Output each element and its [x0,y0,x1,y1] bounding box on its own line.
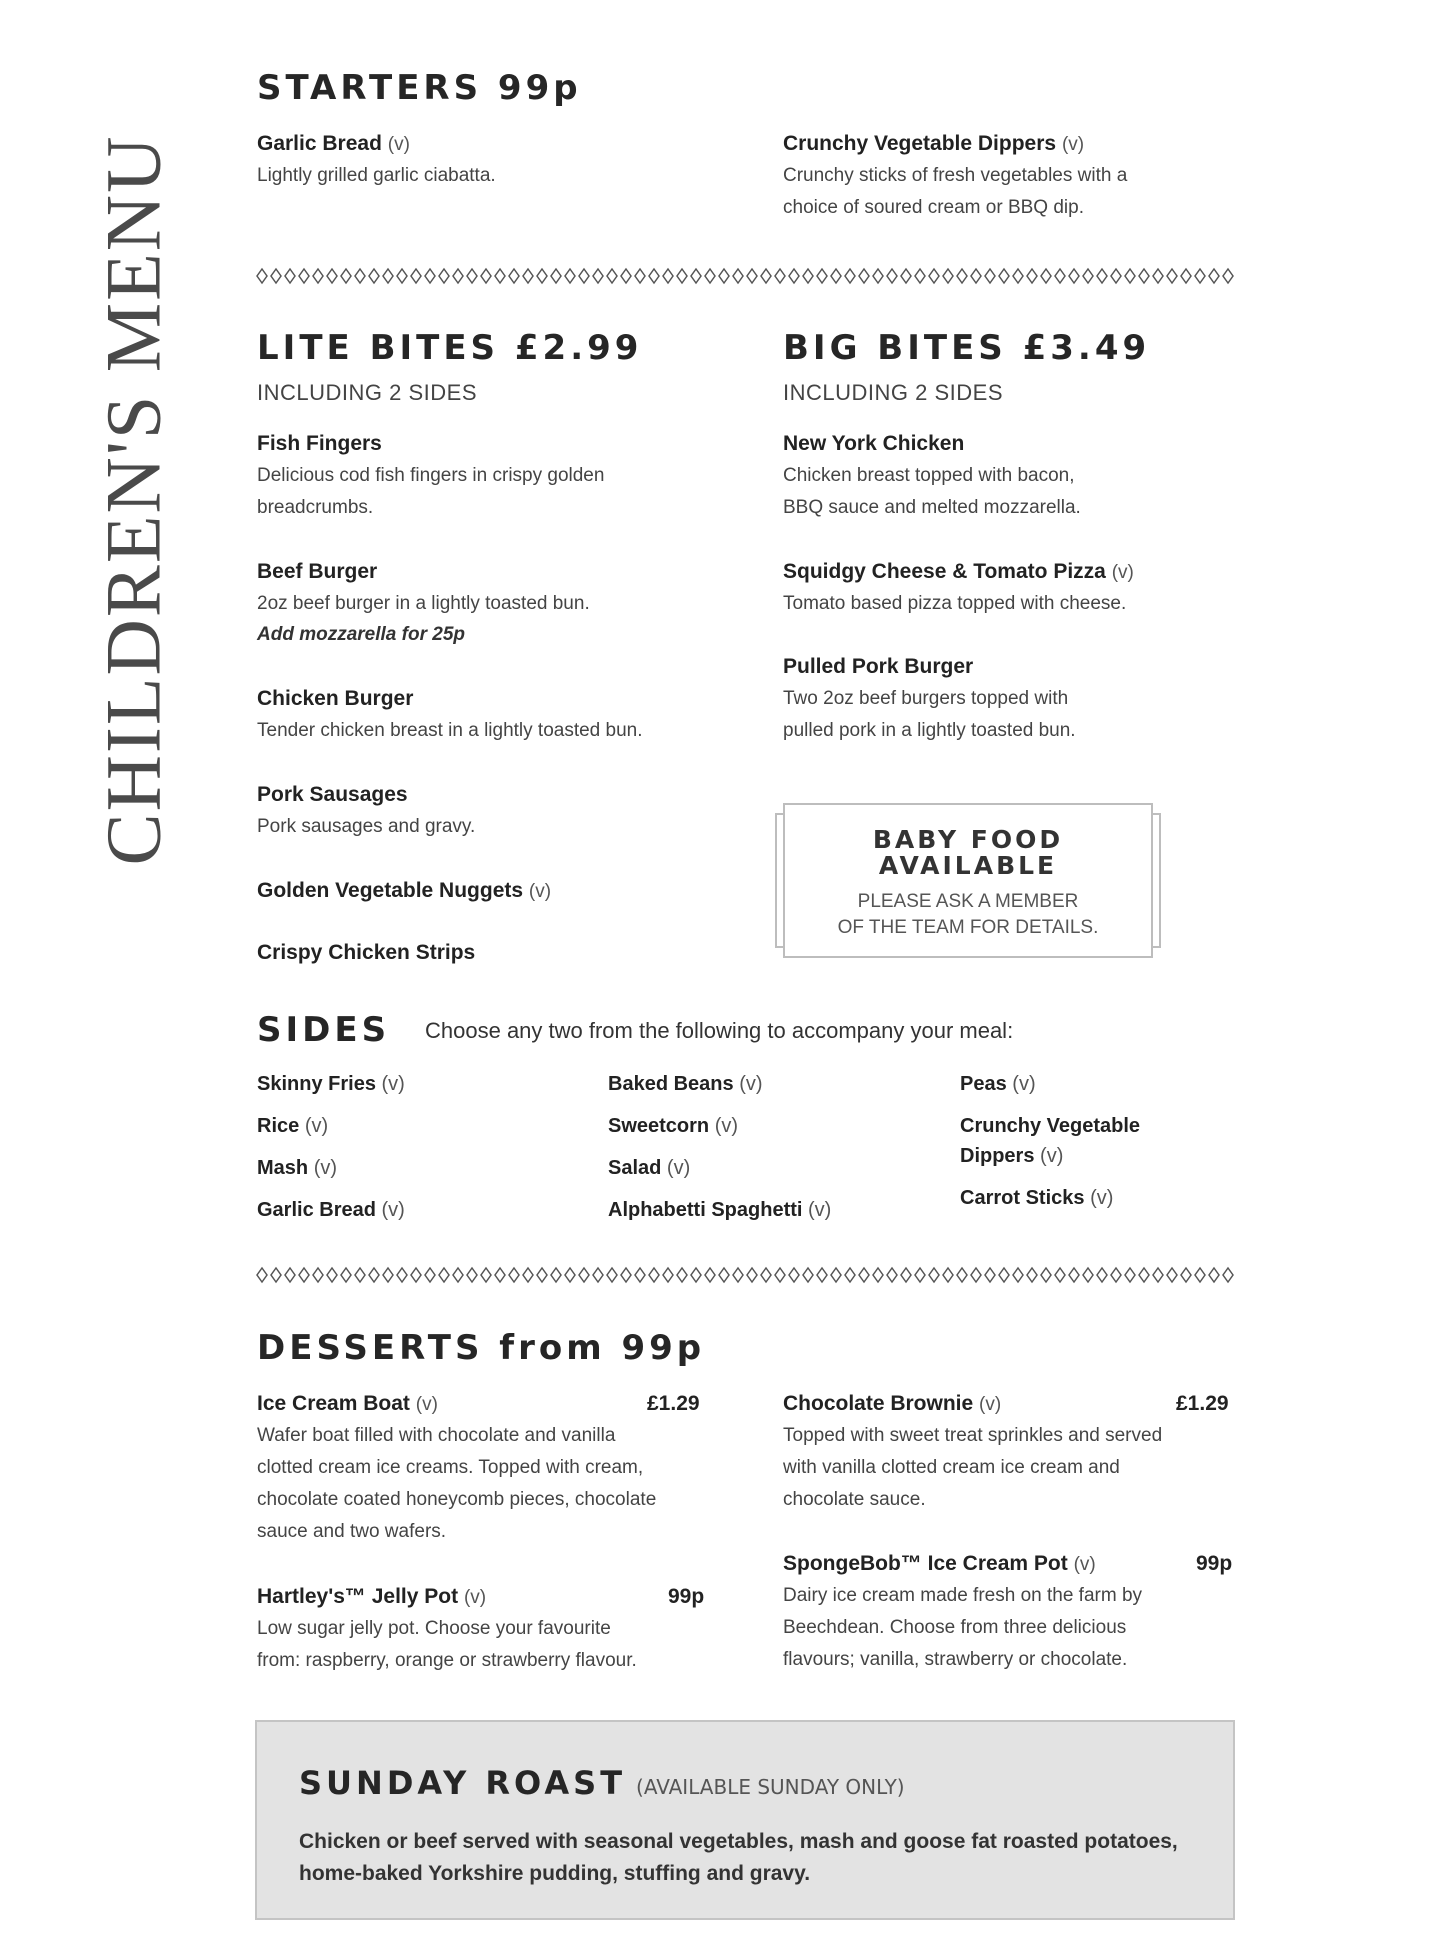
baby-food-title-line2: AVAILABLE [878,851,1058,880]
item-name: SpongeBob™ Ice Cream Pot [783,1552,1068,1575]
sunday-roast-desc: Chicken or beef served with seasonal vegetables, mash and goose fat roasted potatoes, home-baked Yorkshire pudding, stuffing and gravy. [299,1830,1178,1885]
side-name: Carrot Sticks [960,1187,1085,1209]
item-desc: Wafer boat filled with chocolate and vanilla clotted cream ice creams. Topped with cream, chocolate coated honeycomb pieces, chocolate sauce and two wafers. [257,1425,657,1542]
veg-marker: (v) [666,1157,691,1179]
veg-marker: (v) [739,1073,763,1095]
sunday-roast-title: SUNDAY ROAST [299,1764,627,1802]
side-name: Sweetcorn [608,1115,710,1137]
veg-marker: (v) [313,1157,338,1179]
menu-title-text: CHILDREN'S MENU [89,134,176,866]
side-item [608,1189,908,1231]
big-bite-item [783,655,1113,747]
item-desc: Crunchy sticks of fresh vegetables with a choice of soured cream or BBQ dip. [783,165,1128,218]
item-name: Chocolate Brownie [783,1392,974,1415]
sunday-roast-heading [299,1764,905,1802]
desserts-heading: DESSERTS from 99p [257,1328,706,1368]
starters-heading: STARTERS 99p [257,68,582,108]
item-desc: Dairy ice cream made fresh on the farm by Beechdean. Choose from three delicious flavours; vanilla, strawberry or chocolate. [783,1585,1143,1670]
item-name: Squidgy Cheese & Tomato Pizza [783,560,1106,583]
side-name: Garlic Bread [257,1199,376,1221]
veg-marker: (v) [808,1199,832,1221]
baby-food-title [785,827,1151,879]
item-name: Beef Burger [257,560,378,583]
veg-marker: (v) [1061,134,1085,155]
side-name: Mash [257,1157,309,1179]
item-desc: Pork sausages and gravy. [257,816,476,837]
item-name: Pulled Pork Burger [783,655,974,678]
veg-marker: (v) [463,1587,487,1608]
dessert-price: 99p [668,1585,705,1608]
side-item [257,1189,557,1231]
starter-item [257,132,737,192]
veg-marker: (v) [1012,1073,1036,1095]
item-name: New York Chicken [783,432,965,455]
lite-bite-item [257,783,737,843]
sides-lead-text: Choose any two from the following to accompany your meal: [425,1018,1014,1043]
veg-marker: (v) [1040,1145,1064,1167]
big-bite-item [783,432,1113,524]
item-name: Hartley's™ Jelly Pot [257,1585,459,1608]
item-name: Crispy Chicken Strips [257,941,476,964]
baby-food-title-line1: BABY FOOD [872,825,1064,854]
item-name: Chicken Burger [257,687,414,710]
sunday-roast-note: (AVAILABLE SUNDAY ONLY) [636,1775,905,1799]
sides-heading: SIDES [257,1010,391,1050]
item-name: Garlic Bread [257,132,382,155]
veg-marker: (v) [381,1073,405,1095]
baby-food-text-line1: PLEASE ASK A MEMBER [857,891,1079,912]
sunday-roast-box [255,1720,1235,1920]
lite-bites-heading: LITE BITES £2.99 [257,328,643,368]
veg-marker: (v) [304,1115,329,1137]
item-desc: Delicious cod fish fingers in crispy golden breadcrumbs. [257,465,605,518]
side-item [257,1063,557,1105]
lite-bite-item [257,879,737,903]
dessert-price: £1.29 [1176,1392,1229,1415]
lite-bite-item [257,432,737,524]
dessert-price: 99p [1196,1552,1233,1575]
item-desc: Low sugar jelly pot. Choose your favourite from: raspberry, orange or strawberry flavour. [257,1618,637,1671]
side-name: Peas [960,1073,1007,1095]
starter-item [783,132,1143,224]
side-item [960,1177,1180,1219]
dessert-item [783,1552,1173,1676]
sides-column-3 [960,1063,1180,1219]
dessert-price: £1.29 [647,1392,700,1415]
side-name: Baked Beans [608,1073,734,1095]
side-item [608,1147,908,1189]
veg-marker: (v) [979,1394,1002,1415]
side-item [608,1105,908,1147]
item-desc: Two 2oz beef burgers topped with pulled pork in a lightly toasted bun. [783,688,1076,741]
veg-marker: (v) [387,134,410,155]
item-desc: Lightly grilled garlic ciabatta. [257,165,496,186]
side-name: Alphabetti Spaghetti [608,1199,803,1221]
big-bite-item [783,560,1263,620]
item-name: Ice Cream Boat [257,1392,410,1415]
big-bites-heading: BIG BITES £3.49 [783,328,1151,368]
item-desc: Tomato based pizza topped with cheese. [783,593,1127,614]
side-item [960,1105,1180,1177]
item-desc: Topped with sweet treat sprinkles and served with vanilla clotted cream ice cream and chocolate sauce. [783,1425,1163,1510]
baby-food-text [785,889,1151,941]
item-desc: Tender chicken breast in a lightly toasted bun. [257,720,643,741]
menu-title-vertical [88,60,178,940]
item-extra: Add mozzarella for 25p [257,624,465,645]
side-item [960,1063,1180,1105]
baby-food-text-line2: OF THE TEAM FOR DETAILS. [837,917,1099,938]
item-desc: Chicken breast topped with bacon, BBQ sauce and melted mozzarella. [783,465,1081,518]
side-item [257,1147,557,1189]
item-desc: 2oz beef burger in a lightly toasted bun. [257,593,590,614]
dessert-item [257,1585,657,1677]
lite-bites-subtitle: INCLUDING 2 SIDES [257,380,477,405]
side-item [608,1063,908,1105]
ornament-divider [255,1264,1235,1286]
lite-bite-item [257,687,737,747]
big-bites-subtitle: INCLUDING 2 SIDES [783,380,1003,405]
veg-marker: (v) [381,1199,405,1221]
lite-bite-item [257,941,737,965]
dessert-item [783,1392,1173,1516]
sides-column-2 [608,1063,908,1231]
dessert-item [257,1392,657,1548]
veg-marker: (v) [714,1115,739,1137]
veg-marker: (v) [1073,1554,1096,1575]
ornament-divider [255,265,1235,287]
side-name: Rice [257,1115,300,1137]
side-item [257,1105,557,1147]
item-name: Fish Fingers [257,432,382,455]
sides-column-1 [257,1063,557,1231]
veg-marker: (v) [1111,562,1134,583]
side-name: Crunchy Vegetable Dippers [960,1115,1141,1167]
side-name: Salad [608,1157,662,1179]
item-name: Crunchy Vegetable Dippers [783,132,1057,155]
veg-marker: (v) [415,1394,438,1415]
item-name: Golden Vegetable Nuggets [257,879,524,902]
veg-marker: (v) [1090,1187,1114,1209]
lite-bite-item [257,560,737,650]
side-name: Skinny Fries [257,1073,376,1095]
item-name: Pork Sausages [257,783,408,806]
baby-food-box [783,803,1153,958]
veg-marker: (v) [528,881,552,902]
